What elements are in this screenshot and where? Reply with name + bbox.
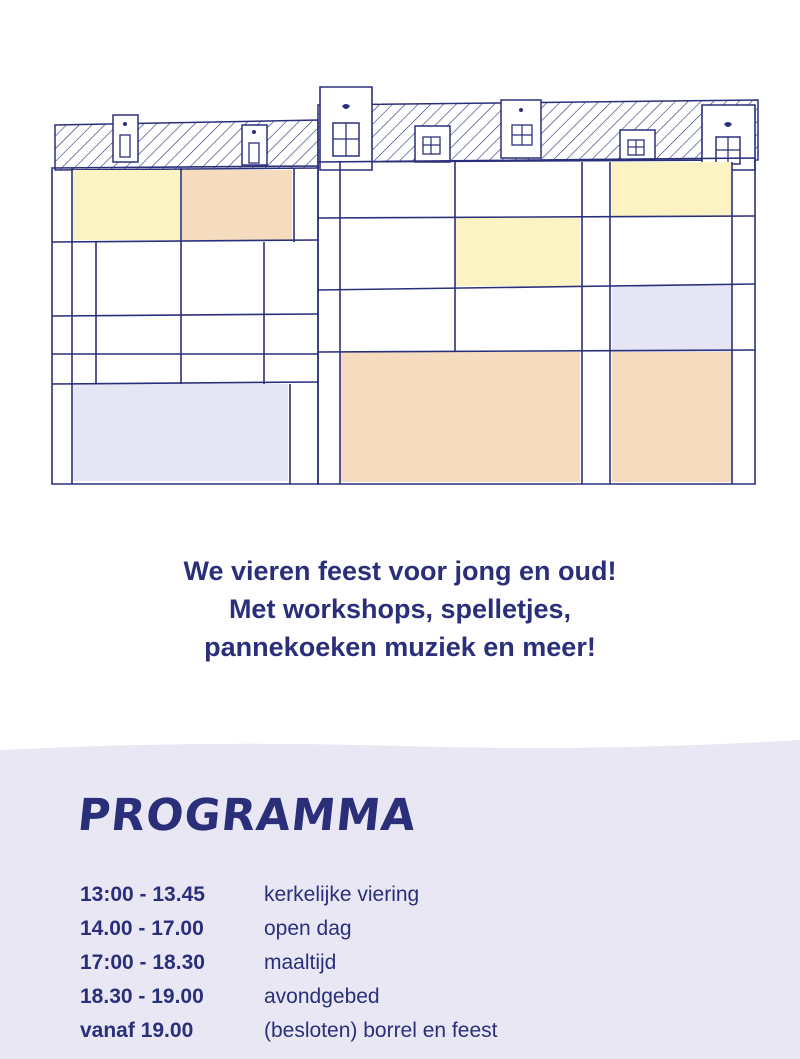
schedule-description: kerkelijke viering <box>264 883 420 906</box>
schedule-time: 18.30 - 19.00 <box>80 985 204 1008</box>
panel-lavender <box>612 285 732 352</box>
schedule-row <box>80 1014 497 1048</box>
panel-yellow <box>455 218 580 286</box>
tower-left-icon <box>320 87 372 170</box>
schedule-description: open dag <box>264 917 352 940</box>
dormer-window-icon <box>501 100 541 158</box>
dormer-window-icon <box>415 126 450 162</box>
program-title: PROGRAMMA <box>75 790 419 841</box>
tagline-line-1: We vieren feest voor jong en oud! <box>183 556 617 586</box>
schedule-time: 13:00 - 13.45 <box>80 883 205 906</box>
schedule-row <box>80 980 497 1014</box>
panel-peach <box>612 352 732 482</box>
tower-right-icon <box>702 105 755 170</box>
tagline <box>0 552 800 666</box>
schedule-row <box>80 912 497 946</box>
schedule-row <box>80 946 497 980</box>
schedule-row <box>80 878 497 912</box>
panel-yellow <box>612 162 732 217</box>
tagline-line-2: Met workshops, spelletjes, <box>228 594 572 624</box>
panel-lavender <box>73 384 288 481</box>
schedule-description: maaltijd <box>264 951 337 974</box>
tagline-line-3: pannekoeken muziek en meer! <box>204 632 596 662</box>
program-schedule <box>80 878 497 1048</box>
schedule-description: avondgebed <box>264 985 380 1008</box>
schedule-time: 17:00 - 18.30 <box>80 951 205 974</box>
building-illustration <box>0 0 800 500</box>
schedule-time: 14.00 - 17.00 <box>80 917 204 940</box>
roof-left <box>55 120 318 170</box>
panel-peach <box>182 170 292 240</box>
panel-yellow <box>73 170 180 240</box>
schedule-description: (besloten) borrel en feest <box>264 1019 498 1042</box>
dormer-window-icon <box>113 115 138 162</box>
dormer-window-icon <box>620 130 655 160</box>
panel-peach <box>340 352 580 482</box>
schedule-time: vanaf 19.00 <box>80 1019 194 1042</box>
dormer-window-icon <box>242 125 267 165</box>
